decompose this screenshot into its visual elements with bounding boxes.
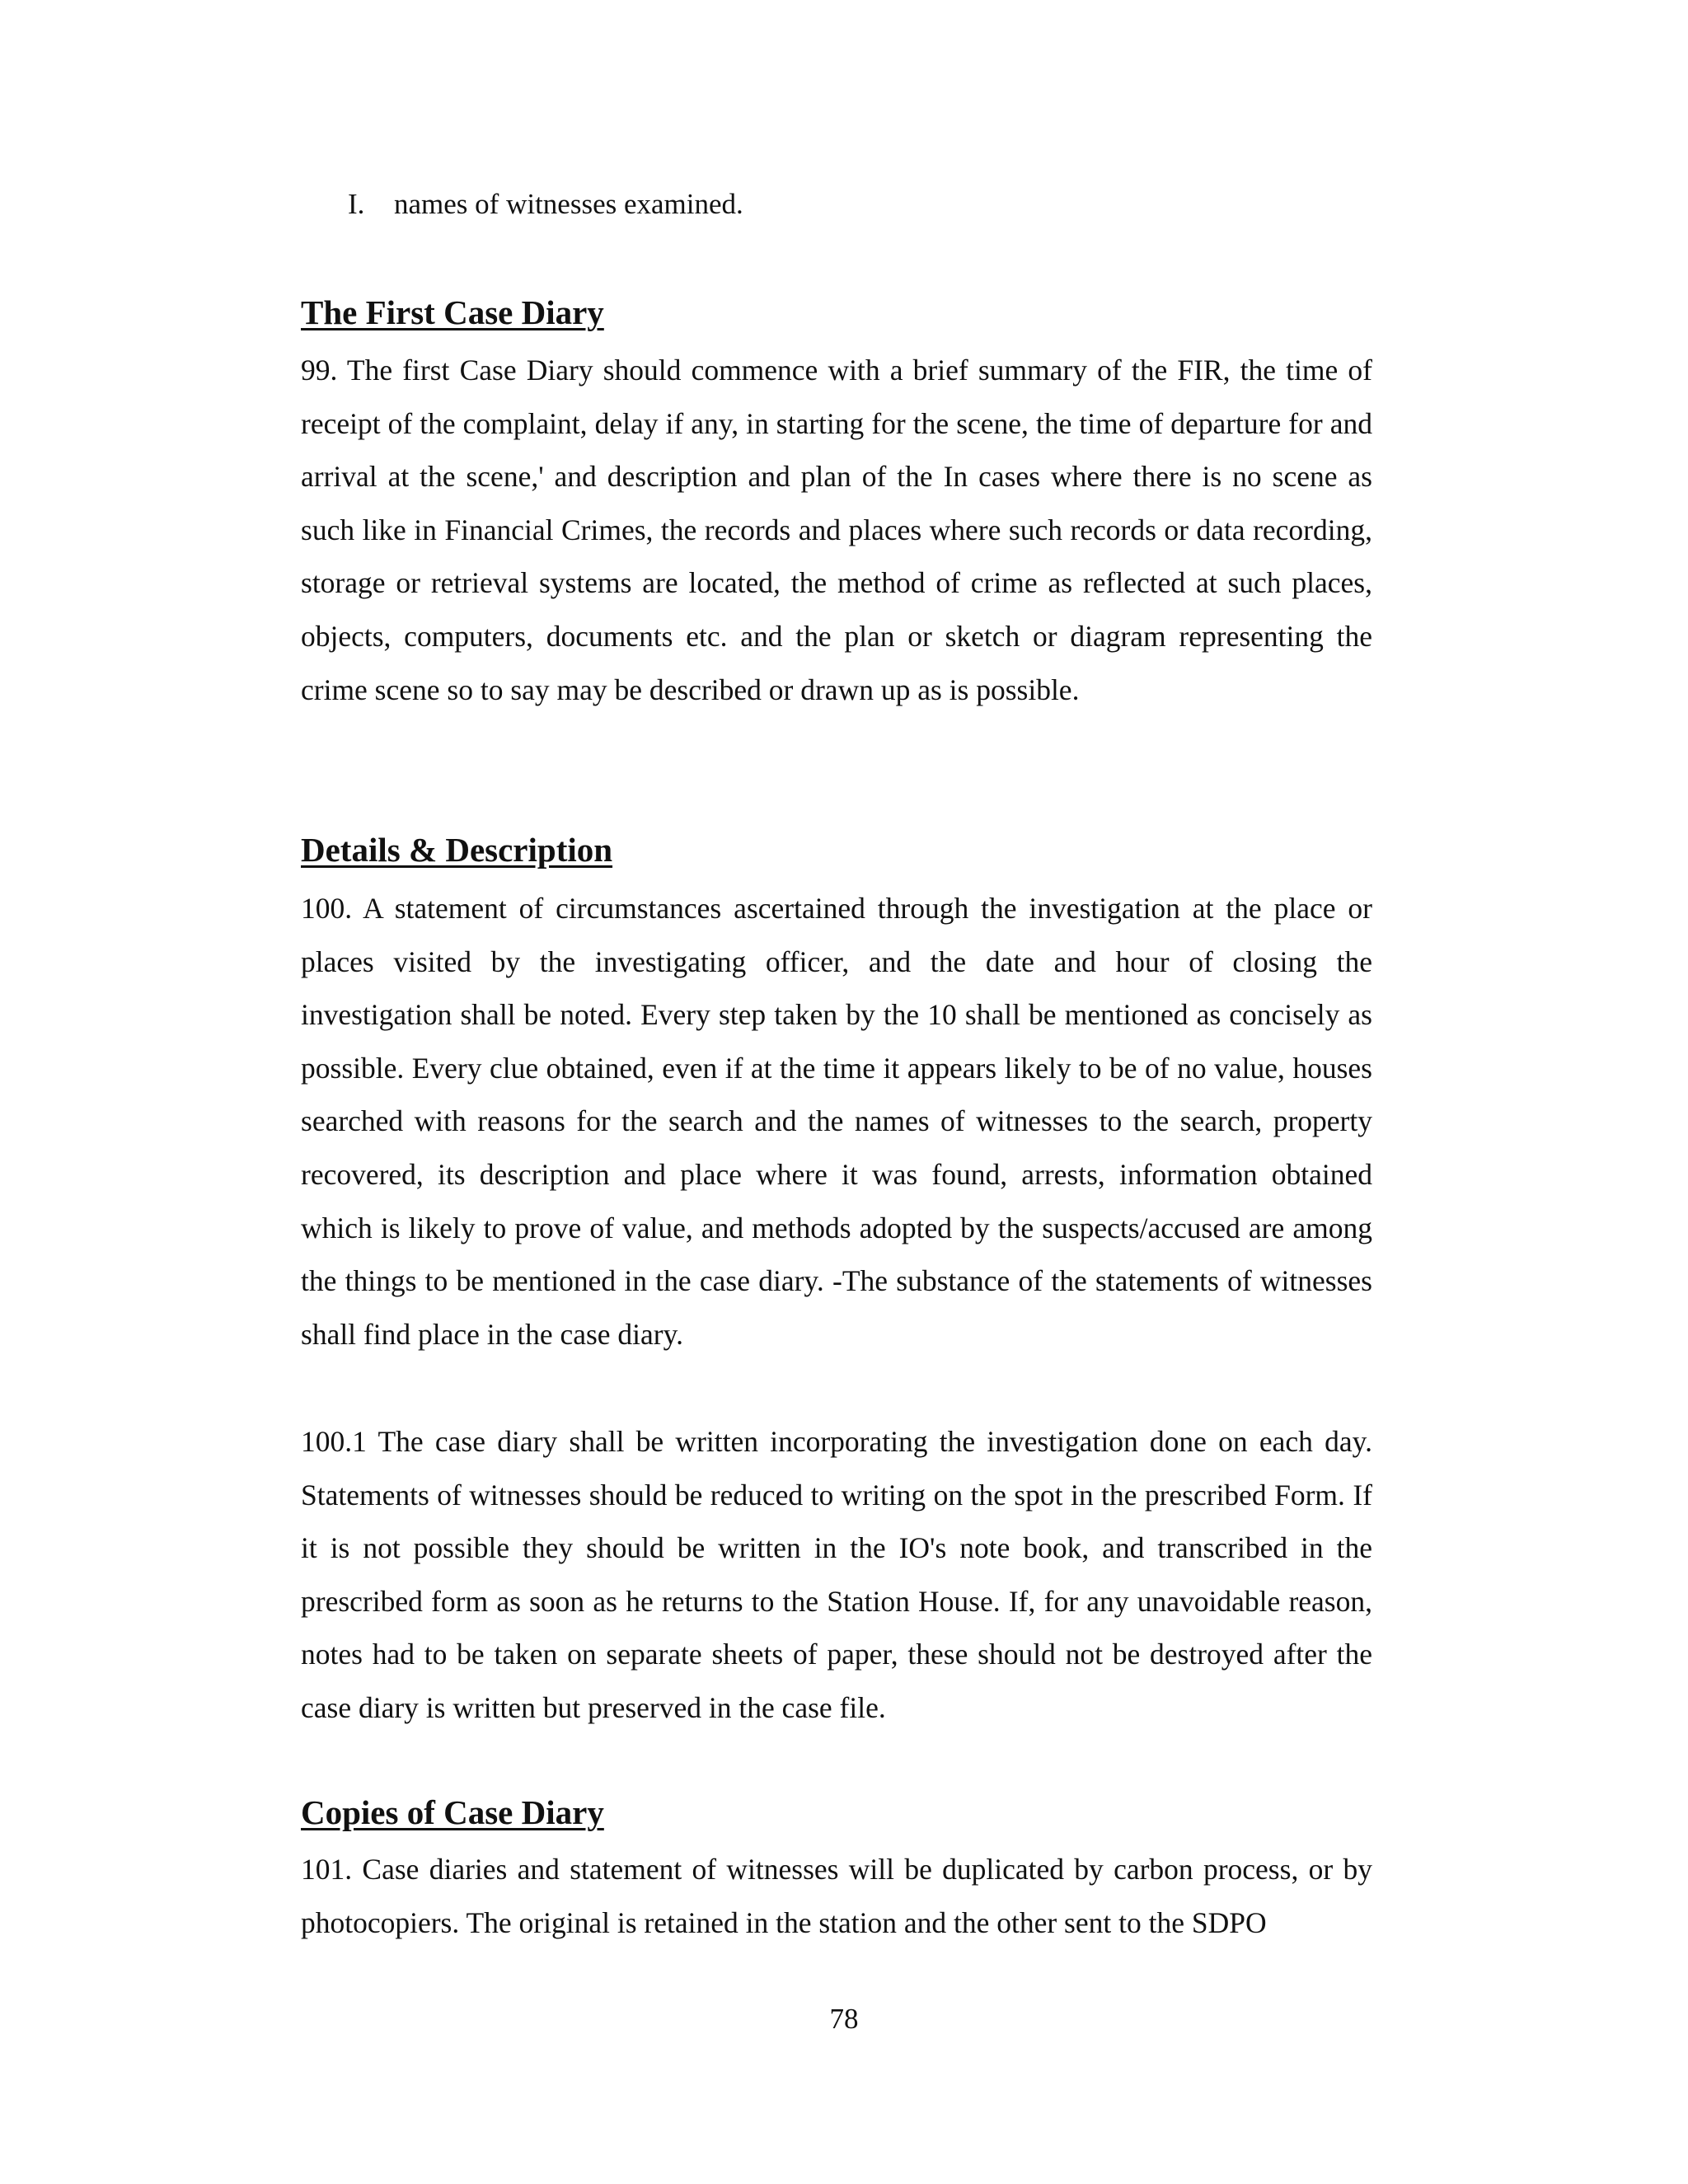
list-marker: I. (348, 188, 365, 220)
paragraph-99: 99. The first Case Diary should commence with a brief summary of the FIR, the time of receipt of the complaint, delay if any, in starting for the scene, the time of departure for and arrival at the scene,' and description and plan of the In cases where there is no scene as such like in Financial Crimes, the records and places where such records or data recording, storage or retrieval systems are located, the method of crime as reflected at such places, objects, computers, documents etc. and the plan or sketch or diagram representing the crime scene so to say may be described or drawn up as is possible. (301, 354, 1372, 706)
section-heading-copies-of-case-diary: Copies of Case Diary (301, 1793, 604, 1831)
paragraph-100: 100. A statement of circumstances ascertained through the investigation at the place or places visited by the investigating officer, and the date and hour of closing the investigation shall be noted. Every step taken by the 10 shall be mentioned as concisely as possible. Every clue obtained, even if at the time it appears likely to be of no value, houses searched with reasons for the search and the names of witnesses to the search, property recovered, its description and place where it was found, arrests, information obtained which is likely to prove of value, and methods adopted by the suspects/accused are among the things to be mentioned in the case diary. -The substance of the statements of witnesses shall find place in the case diary. (301, 892, 1372, 1351)
paragraph-100-1: 100.1 The case diary shall be written incorporating the investigation done on each day. Statements of witnesses should be reduced to writing on the spot in the prescribed Form. If it is not possible they should be written in the IO's note book, and transcribed in the prescribed form as soon as he returns to the Station House. If, for any unavoidable reason, notes had to be taken on separate sheets of paper, these should not be destroyed after the case diary is written but preserved in the case file. (301, 1425, 1372, 1724)
page-number: 78 (829, 2003, 859, 2035)
section-heading-first-case-diary: The First Case Diary (301, 293, 604, 331)
list-item (348, 183, 743, 226)
list-item-text: names of witnesses examined. (394, 188, 743, 220)
paragraph-101: 101. Case diaries and statement of witnesses will be duplicated by carbon process, or by photocopiers. The original is retained in the station and the other sent to the SDPO (301, 1853, 1372, 1939)
section-heading-details-description: Details & Description (301, 831, 613, 869)
